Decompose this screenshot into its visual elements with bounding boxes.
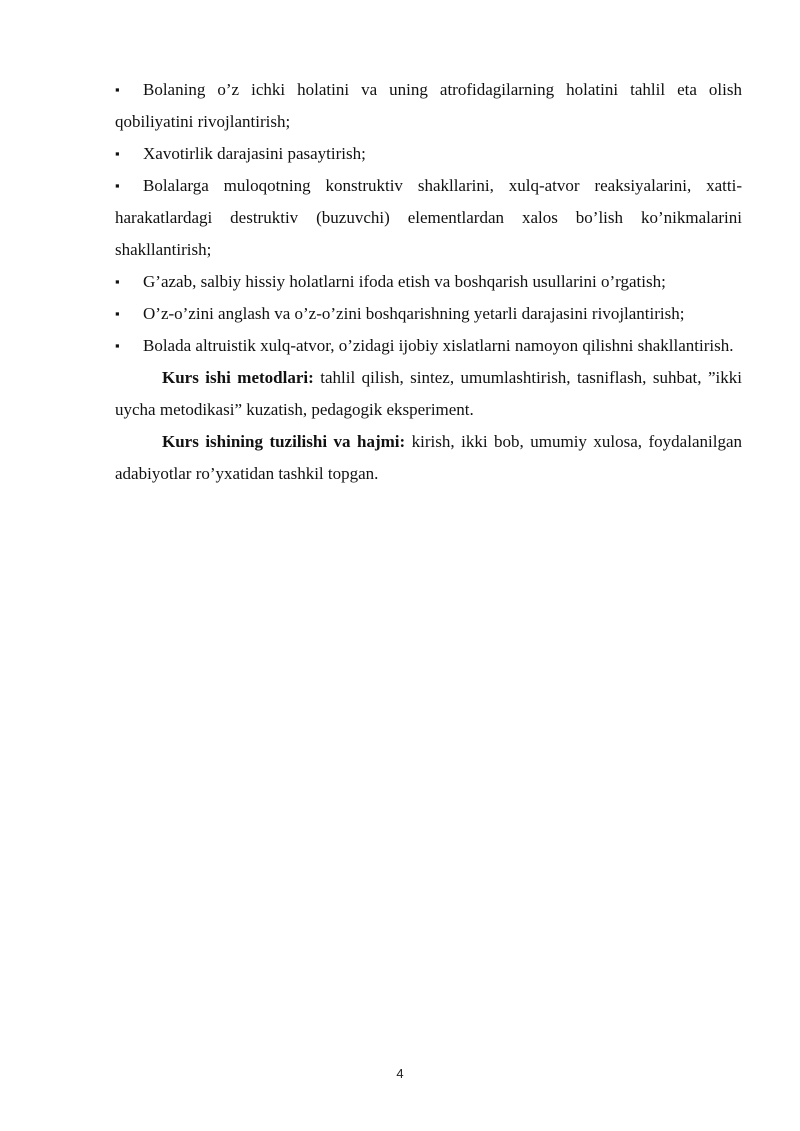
bullet-item <box>115 266 742 298</box>
methods-paragraph <box>115 362 742 426</box>
bullet-item <box>115 138 742 170</box>
bullet-item <box>115 330 742 362</box>
bullet-text: G’azab, salbiy hissiy holatlarni ifoda etish va boshqarish usullarini o’rgatish; <box>143 272 666 291</box>
bullet-icon: ▪ <box>115 146 120 161</box>
bullet-item <box>115 298 742 330</box>
bullet-text: Bolaning o’z ichki holatini va uning atrofidagilarning holatini tahlil eta olish qobiliyatini rivojlantirish; <box>115 80 742 131</box>
bullet-icon: ▪ <box>115 178 120 193</box>
bullet-text: Xavotirlik darajasini pasaytirish; <box>143 144 366 163</box>
bullet-text: Bolada altruistik xulq-atvor, o’zidagi ijobiy xislatlarni namoyon qilishni shakllantirish. <box>143 336 734 355</box>
bullet-icon: ▪ <box>115 306 120 321</box>
methods-label: Kurs ishi metodlari: <box>162 368 314 387</box>
bullet-icon: ▪ <box>115 338 120 353</box>
structure-text: kirish, ikki bob, umumiy xulosa, foydalanilgan adabiyotlar ro’yxatidan tashkil topgan. <box>115 432 742 483</box>
bullet-icon: ▪ <box>115 82 120 97</box>
body-text <box>115 74 742 490</box>
bullet-text: Bolalarga muloqotning konstruktiv shakllarini, xulq-atvor reaksiyalarini, xatti-harakatlardagi destruktiv (buzuvchi) elementlardan xalos bo’lish ko’nikmalarini shakllantirish; <box>115 176 742 259</box>
bullet-item <box>115 170 742 266</box>
structure-label: Kurs ishining tuzilishi va hajmi: <box>162 432 406 451</box>
structure-paragraph <box>115 426 742 490</box>
page-number: 4 <box>396 1066 404 1081</box>
bullet-icon: ▪ <box>115 274 120 289</box>
bullet-text: O’z-o’zini anglash va o’z-o’zini boshqarishning yetarli darajasini rivojlantirish; <box>143 304 685 323</box>
methods-text: tahlil qilish, sintez, umumlashtirish, tasniflash, suhbat, ”ikki uycha metodikasi” kuzatish, pedagogik eksperiment. <box>115 368 742 419</box>
bullet-item <box>115 74 742 138</box>
